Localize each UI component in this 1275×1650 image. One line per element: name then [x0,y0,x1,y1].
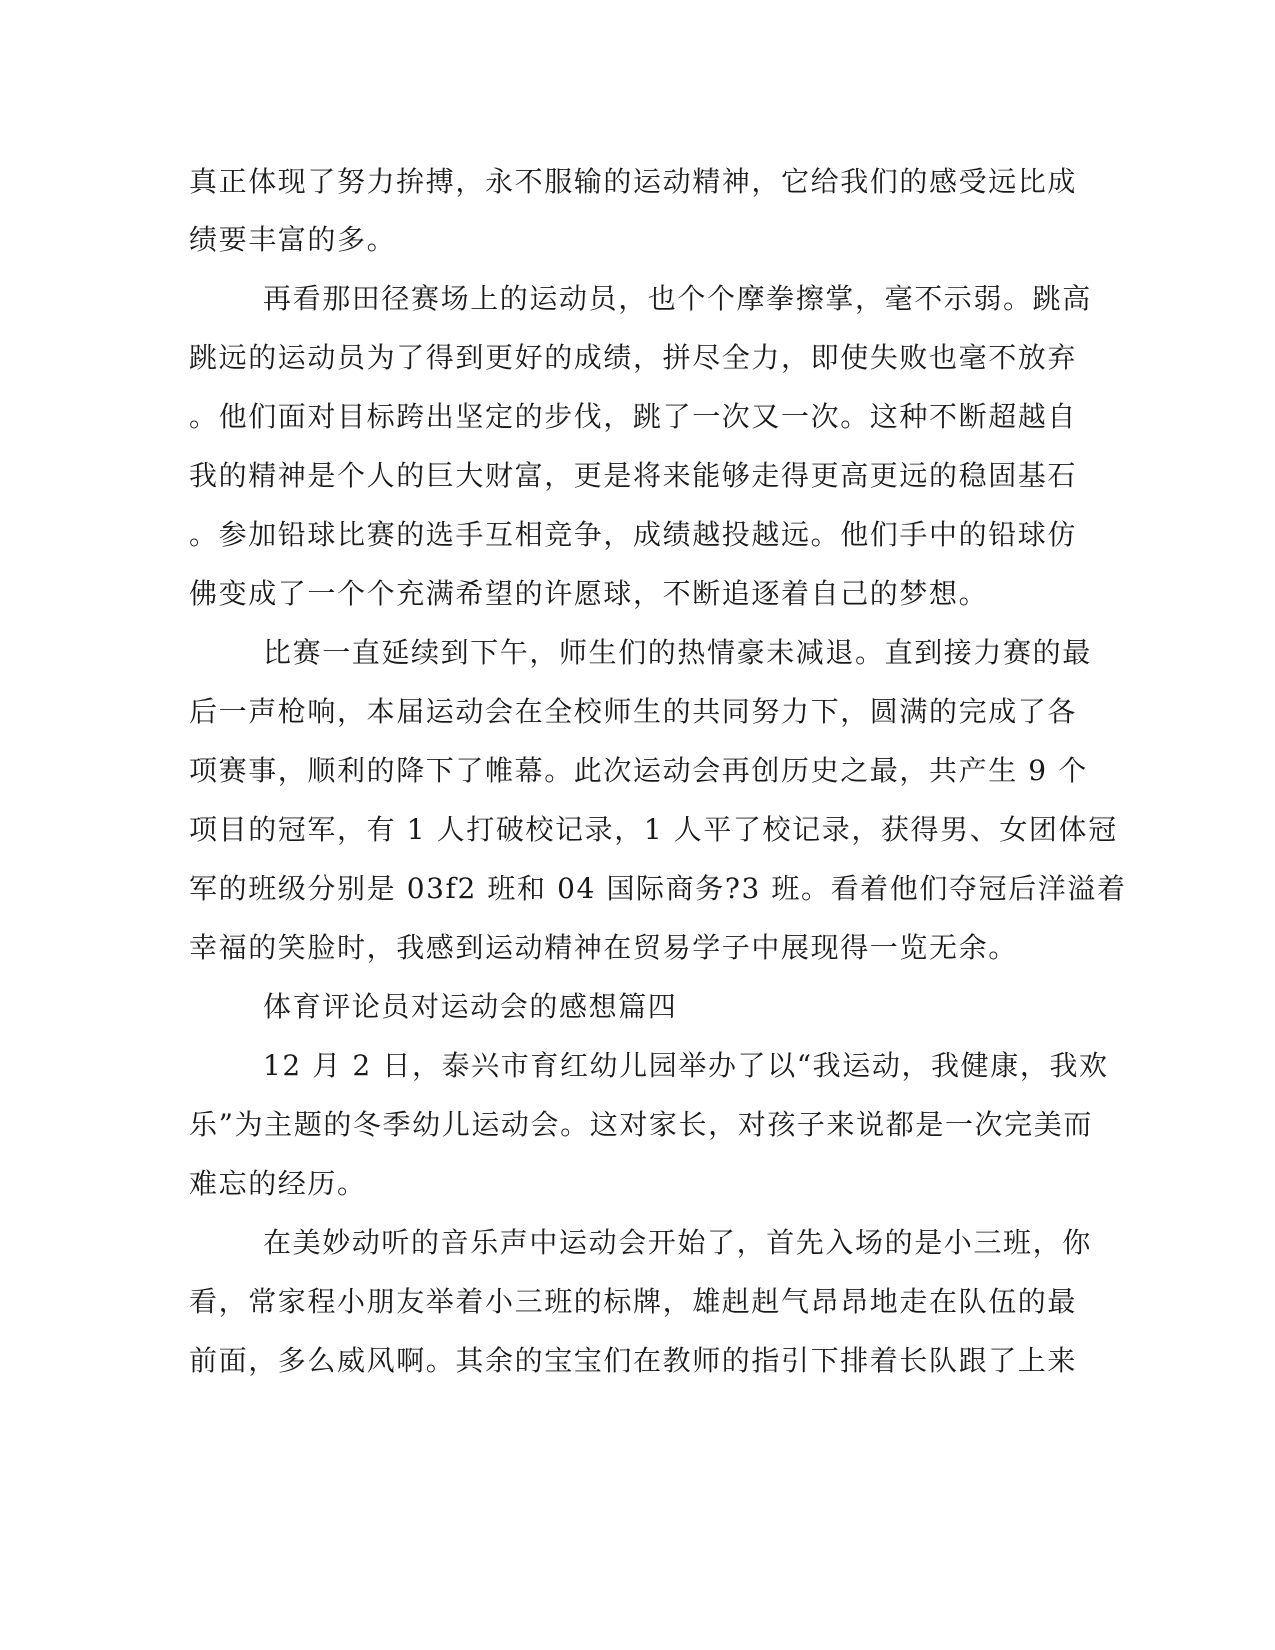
text-line: 真正体现了努力拚搏，永不服输的运动精神，它给我们的感受远比成 [189,165,1078,198]
text-line: 乐”为主题的冬季幼儿运动会。这对家长，对孩子来说都是一次完美而 [189,1108,1093,1141]
text-line: 项目的冠军，有 1 人打破校记录，1 人平了校记录，获得男、女团体冠 [189,813,1118,846]
text-line: 绩要丰富的多。 [189,223,397,256]
paragraph-start-line: 再看那田径赛场上的运动员，也个个摩拳擦掌，毫不示弱。跳高 [263,282,1092,315]
text-line: 军的班级分别是 03f2 班和 04 国际商务?3 班。看着他们夺冠后洋溢着 [189,872,1127,905]
text-line: 幸福的笑脸时，我感到运动精神在贸易学子中展现得一览无余。 [189,931,1018,964]
text-line: 看，常家程小朋友举着小三班的标牌，雄赳赳气昂昂地走在队伍的最 [189,1285,1078,1318]
text-line: 项赛事，顺利的降下了帷幕。此次运动会再创历史之最，共产生 9 个 [189,754,1088,787]
text-line: 我的精神是个人的巨大财富，更是将来能够走得更高更远的稳固基石 [189,459,1078,492]
text-line: 跳远的运动员为了得到更好的成绩，拼尽全力，即使失败也毫不放弃 [189,341,1078,374]
text-line: 。他们面对目标跨出坚定的步伐，跳了一次又一次。这种不断超越自 [189,400,1078,433]
paragraph-start-line: 12 月 2 日，泰兴市育红幼儿园举办了以“我运动，我健康，我欢 [263,1049,1109,1082]
text-line: 前面，多么威风啊。其余的宝宝们在教师的指引下排着长队跟了上来 [189,1344,1078,1377]
text-line: 难忘的经历。 [189,1167,367,1200]
section-heading: 体育评论员对运动会的感想篇四 [263,990,678,1023]
paragraph-start-line: 比赛一直延续到下午，师生们的热情豪未减退。直到接力赛的最 [263,636,1092,669]
text-line: 佛变成了一个个充满希望的许愿球，不断追逐着自己的梦想。 [189,577,989,610]
text-line: 。参加铅球比赛的选手互相竞争，成绩越投越远。他们手中的铅球仿 [189,518,1078,551]
text-line: 后一声枪响，本届运动会在全校师生的共同努力下，圆满的完成了各 [189,695,1078,728]
paragraph-start-line: 在美妙动听的音乐声中运动会开始了，首先入场的是小三班，你 [263,1226,1092,1259]
